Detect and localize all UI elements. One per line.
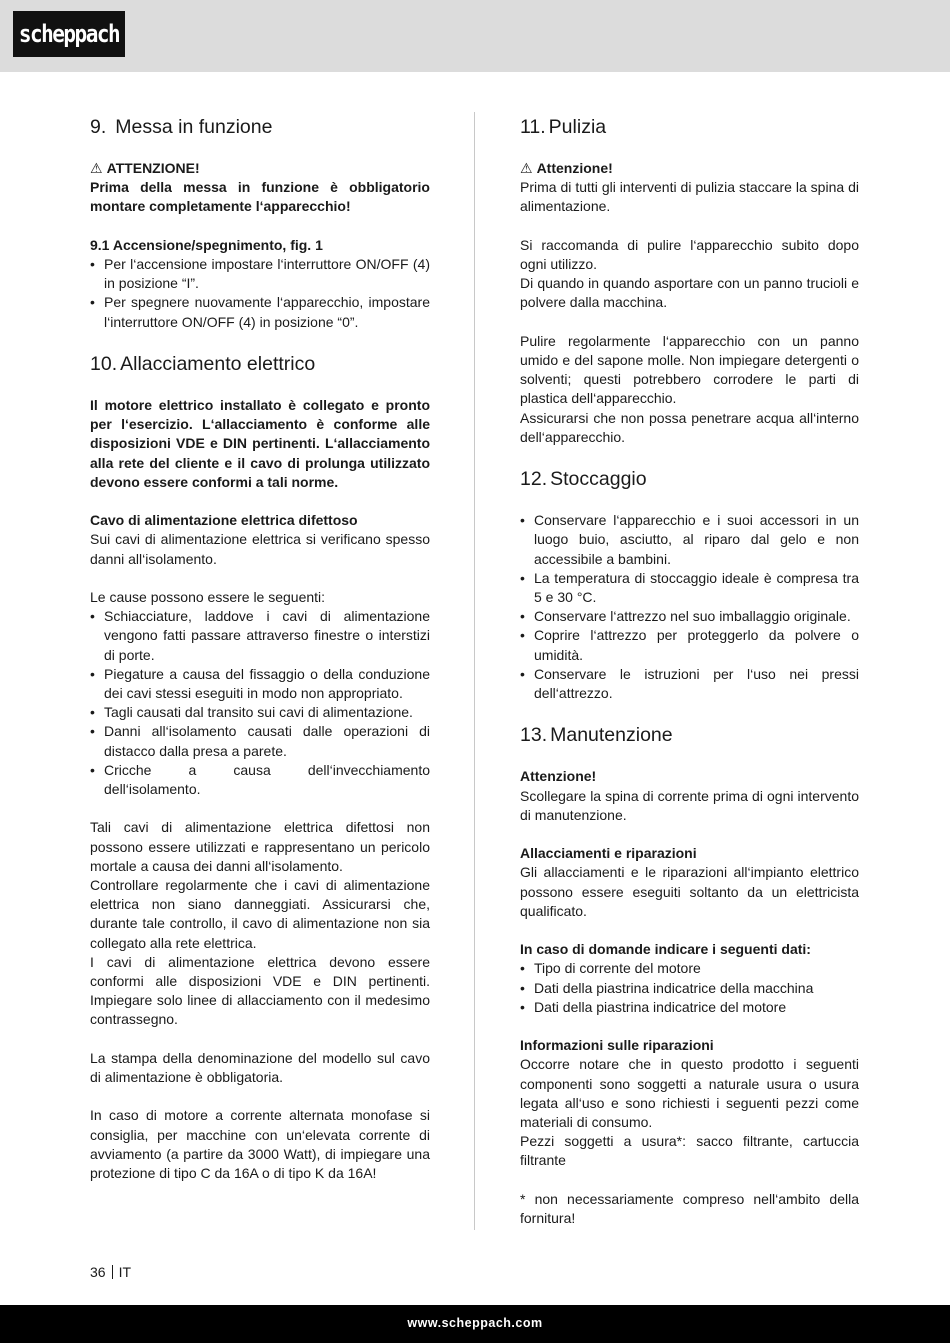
warning-text: Prima della messa in funzione è obbligatorio montare completamente l‘apparecchio!	[90, 179, 430, 215]
column-divider	[474, 112, 475, 1230]
section-9-heading	[90, 114, 430, 140]
brand-logo: scheppach	[13, 11, 125, 57]
warning-text: Prima di tutti gli interventi di pulizia staccare la spina di alimentazione.	[520, 179, 859, 215]
footnote: * non necessariamente compreso nell‘ambito della fornitura!	[520, 1190, 859, 1227]
list-item: • Tagli causati dal transito sui cavi di alimentazione.	[90, 703, 430, 722]
warning-title	[90, 159, 430, 178]
paragraph: I cavi di alimentazione elettrica devono essere conformi alle disposizioni VDE e DIN pertinenti. Impiegare solo linee di allacciamento con il medesimo contrassegno.	[90, 953, 430, 1028]
warning-text: Scollegare la spina di corrente prima di ogni intervento di manutenzione.	[520, 787, 859, 823]
paragraph: Pezzi soggetti a usura*: sacco filtrante, cartuccia filtrante	[520, 1133, 859, 1169]
list-item: • Tipo di corrente del motore	[520, 959, 859, 978]
paragraph: Assicurarsi che non possa penetrare acqua all‘interno dell‘apparecchio.	[520, 409, 859, 445]
intro-paragraph: Il motore elettrico installato è collegato e pronto per l‘esercizio. L‘allacciamento è conforme alle disposizioni VDE e DIN pertinenti. L‘allacciamento alla rete del cliente e il cavo di prolunga utilizzato devono essere conformi a tali norme.	[90, 397, 430, 490]
paragraph: Si raccomanda di pulire l‘apparecchio subito dopo ogni utilizzo.	[520, 236, 859, 272]
language-code: IT	[118, 1264, 132, 1280]
right-column	[520, 114, 859, 1228]
left-column	[90, 114, 430, 1183]
section-10-heading	[90, 351, 430, 377]
warning-triangle-icon: ⚠	[520, 160, 533, 176]
warning-label: Attenzione!	[536, 160, 613, 176]
section-title: Stoccaggio	[550, 468, 647, 491]
bullet-list	[90, 255, 430, 332]
warning-label: ATTENZIONE!	[106, 160, 200, 176]
list-item: • Conservare l‘apparecchio e i suoi accessori in un luogo buio, asciutto, al riparo dal gelo e non accessibile a bambini.	[520, 511, 859, 569]
list-item: • Schiacciature, laddove i cavi di alimentazione vengono fatti passare attraverso finestre o interstizi di porte.	[90, 607, 430, 665]
section-title: Pulizia	[548, 116, 607, 138]
warning-title	[520, 159, 859, 178]
section-number: 13.	[520, 724, 548, 747]
section-number: 10.	[90, 353, 118, 375]
section-title: Messa in funzione	[115, 116, 273, 138]
paragraph: Sui cavi di alimentazione elettrica si verificano spesso danni all‘isolamento.	[90, 531, 430, 567]
page-footer	[0, 1305, 950, 1343]
list-item: • Dati della piastrina indicatrice del motore	[520, 998, 859, 1017]
subsection-title: In caso di domande indicare i seguenti dati:	[520, 941, 811, 958]
section-number: 11.	[520, 116, 546, 138]
paragraph: Le cause possono essere le seguenti:	[90, 589, 326, 605]
section-number: 12.	[520, 468, 548, 491]
section-title: Allacciamento elettrico	[120, 353, 316, 375]
list-item: • Per spegnere nuovamente l‘apparecchio, impostare l‘interruttore ON/OFF (4) in posizione “0”.	[90, 293, 430, 331]
section-title: Manutenzione	[550, 724, 673, 747]
section-number: 9.	[90, 116, 107, 138]
page-header	[0, 0, 950, 72]
bullet-list	[520, 511, 859, 703]
section-12-heading	[520, 466, 859, 492]
paragraph: Di quando in quando asportare con un panno trucioli e polvere dalla macchina.	[520, 275, 859, 311]
list-item: • Cricche a causa dell‘invecchiamento dell‘isolamento.	[90, 761, 430, 799]
page-number	[90, 1264, 131, 1280]
website-url: www.scheppach.com	[407, 1316, 543, 1330]
section-13-heading	[520, 722, 859, 748]
subsection-title: Informazioni sulle riparazioni	[520, 1037, 714, 1054]
list-item: • Piegature a causa del fissaggio o della conduzione dei cavi stessi eseguiti in modo non appropriato.	[90, 665, 430, 703]
warning-title: Attenzione!	[520, 768, 597, 785]
paragraph: La stampa della denominazione del modello sul cavo di alimentazione è obbligatoria.	[90, 1049, 430, 1086]
paragraph: Pulire regolarmente l‘apparecchio con un panno umido e del sapone molle. Non impiegare detergenti o solventi; questi potrebbero corrodere le parti di plastica dell‘apparecchio.	[520, 332, 859, 407]
section-11-heading	[520, 114, 859, 140]
list-item: • Coprire l‘attrezzo per proteggerlo da polvere o umidità.	[520, 626, 859, 664]
warning-triangle-icon: ⚠	[90, 160, 103, 176]
list-item: • Per l‘accensione impostare l‘interruttore ON/OFF (4) in posizione “I”.	[90, 255, 430, 293]
list-item: • Conservare l‘attrezzo nel suo imballaggio originale.	[520, 607, 859, 626]
list-item: • Dati della piastrina indicatrice della macchina	[520, 979, 859, 998]
bullet-list	[90, 607, 430, 799]
paragraph: In caso di motore a corrente alternata monofase si consiglia, per macchine con un‘elevata corrente di avviamento (a partire da 3000 Watt), di impiegare una protezione di tipo C da 16A o di tipo K da 16A!	[90, 1107, 430, 1182]
paragraph: Occorre notare che in questo prodotto i seguenti componenti sono soggetti a naturale usura o usura legata all‘uso e sono richiesti i seguenti pezzi come materiali di consumo.	[520, 1056, 859, 1131]
subsection-title: 9.1 Accensione/spegnimento, fig. 1	[90, 236, 323, 253]
subsection-title: Cavo di alimentazione elettrica difettoso	[90, 512, 358, 529]
paragraph: Tali cavi di alimentazione elettrica difettosi non possono essere utilizzati e rappresentano un pericolo mortale a causa dei danni all‘isolamento.	[90, 819, 430, 874]
paragraph: Gli allacciamenti e le riparazioni all‘impianto elettrico possono essere eseguiti soltanto da un elettricista qualificato.	[520, 864, 859, 919]
subsection-title: Allacciamenti e riparazioni	[520, 845, 697, 862]
list-item: • Danni all‘isolamento causati dalle operazioni di distacco dalla presa a parete.	[90, 722, 430, 760]
list-item: • Conservare le istruzioni per l‘uso nei pressi dell‘attrezzo.	[520, 665, 859, 703]
list-item: • La temperatura di stoccaggio ideale è compresa tra 5 e 30 °C.	[520, 569, 859, 607]
page-number-value: 36	[90, 1264, 106, 1280]
bullet-list	[520, 959, 859, 1017]
paragraph: Controllare regolarmente che i cavi di alimentazione elettrica non siano danneggiati. Assicurarsi che, durante tale controllo, il cavo di alimentazione non sia collegato alla rete elettrica.	[90, 877, 430, 951]
page-separator	[112, 1265, 113, 1279]
